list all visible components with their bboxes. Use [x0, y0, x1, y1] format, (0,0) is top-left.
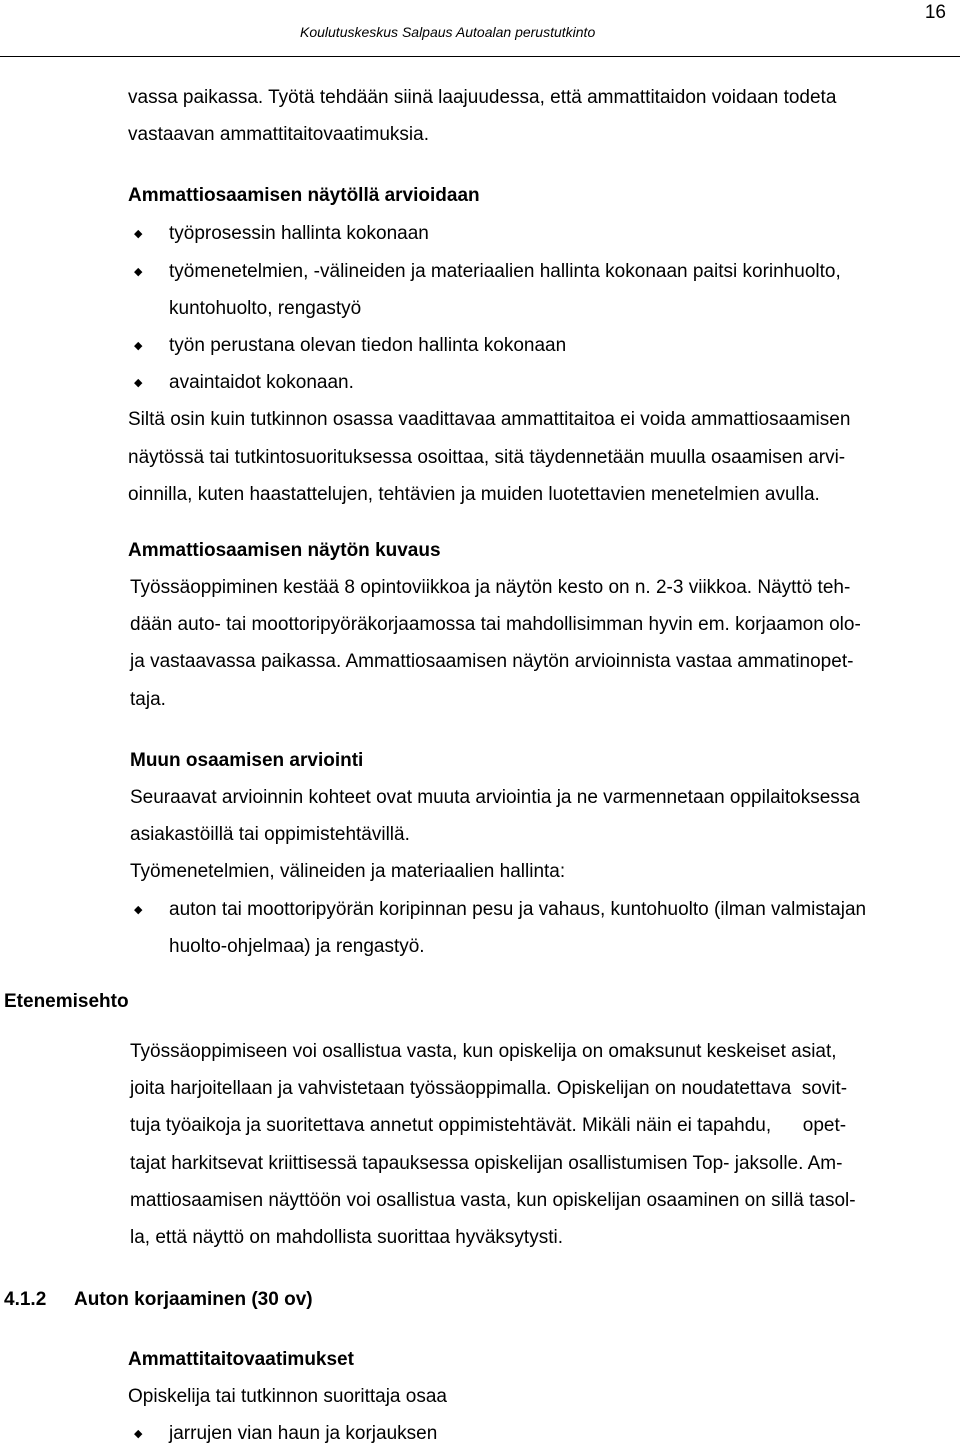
section-title: Auton korjaaminen (30 ov) — [74, 1289, 313, 1310]
text-line: taja. — [130, 689, 166, 710]
bullet-text: työn perustana olevan tiedon hallinta kokonaan — [169, 335, 567, 356]
text-line: tajat harkitsevat kriittisessä tapauksessa opiskelijan osallistumisen Top- jaksolle. Am- — [130, 1153, 843, 1174]
text-line: dään auto- tai moottoripyöräkorjaamossa tai mahdollisimman hyvin em. korjaamon olo- — [130, 614, 861, 635]
side-label: Etenemisehto — [4, 991, 129, 1012]
text-line: Opiskelija tai tutkinnon suorittaja osaa — [128, 1386, 447, 1407]
section-heading: Ammattitaitovaatimukset — [128, 1349, 354, 1370]
running-header: Koulutuskeskus Salpaus Autoalan perustutkinto — [300, 24, 596, 40]
bullet-text: työprosessin hallinta kokonaan — [169, 223, 429, 244]
bullet-text: kuntohuolto, rengastyö — [169, 298, 362, 319]
bullet-text: auton tai moottoripyörän koripinnan pesu ja vahaus, kuntohuolto (ilman valmistajan — [169, 899, 867, 920]
diamond-bullet-icon: ◆ — [134, 1428, 143, 1440]
header-rule — [0, 56, 960, 57]
section-heading: Ammattiosaamisen näytön kuvaus — [128, 540, 441, 561]
page-number: 16 — [924, 2, 946, 23]
diamond-bullet-icon: ◆ — [134, 340, 143, 352]
bullet-text: huolto-ohjelmaa) ja rengastyö. — [169, 936, 425, 957]
text-line: näytössä tai tutkintosuorituksessa osoittaa, sitä täydennetään muulla osaamisen arvi- — [128, 447, 846, 468]
section-heading: Muun osaamisen arviointi — [130, 750, 364, 771]
diamond-bullet-icon: ◆ — [134, 266, 143, 278]
text-line: joita harjoitellaan ja vahvistetaan työssäoppimalla. Opiskelijan on noudatettava sovit- — [130, 1078, 848, 1099]
text-line: vastaavan ammattitaitovaatimuksia. — [128, 124, 429, 145]
bullet-text: jarrujen vian haun ja korjauksen — [169, 1423, 438, 1444]
bullet-text: työmenetelmien, -välineiden ja materiaalien hallinta kokonaan paitsi korinhuolto, — [169, 261, 841, 282]
text-line: Seuraavat arvioinnin kohteet ovat muuta arviointia ja ne varmennetaan oppilaitoksessa — [130, 787, 860, 808]
text-line: asiakastöillä tai oppimistehtävillä. — [130, 824, 410, 845]
section-heading: Ammattiosaamisen näytöllä arvioidaan — [128, 185, 480, 206]
text-line: vassa paikassa. Työtä tehdään siinä laajuudessa, että ammattitaidon voidaan todeta — [128, 87, 837, 108]
section-number: 4.1.2 — [4, 1289, 47, 1310]
text-line: mattiosaamisen näyttöön voi osallistua vasta, kun opiskelijan osaaminen on sillä tasol- — [130, 1190, 856, 1211]
text-line: oinnilla, kuten haastattelujen, tehtävien ja muiden luotettavien menetelmien avulla. — [128, 484, 820, 505]
bullet-text: avaintaidot kokonaan. — [169, 372, 354, 393]
text-line: Työssäoppiminen kestää 8 opintoviikkoa ja näytön kesto on n. 2-3 viikkoa. Näyttö teh- — [130, 577, 851, 598]
text-line: tuja työaikoja ja suoritettava annetut oppimistehtävät. Mikäli näin ei tapahdu, opet- — [130, 1115, 847, 1136]
diamond-bullet-icon: ◆ — [134, 377, 143, 389]
text-line: la, että näyttö on mahdollista suorittaa hyväksytysti. — [130, 1227, 563, 1248]
text-line: Työmenetelmien, välineiden ja materiaalien hallinta: — [130, 861, 566, 882]
diamond-bullet-icon: ◆ — [134, 228, 143, 240]
diamond-bullet-icon: ◆ — [134, 904, 143, 916]
text-line: Työssäoppimiseen voi osallistua vasta, kun opiskelija on omaksunut keskeiset asiat, — [130, 1041, 837, 1062]
text-line: ja vastaavassa paikassa. Ammattiosaamisen näytön arvioinnista vastaa ammatinopet- — [130, 651, 854, 672]
text-line: Siltä osin kuin tutkinnon osassa vaadittavaa ammattitaitoa ei voida ammattiosaamisen — [128, 409, 851, 430]
